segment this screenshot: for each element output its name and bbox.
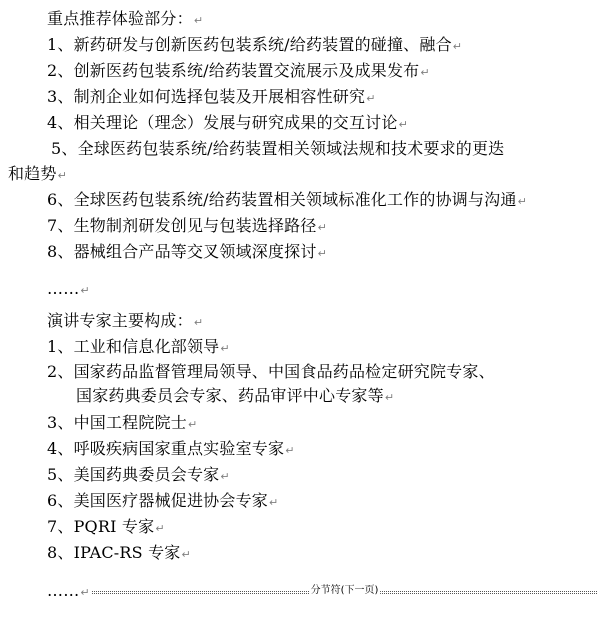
paragraph-mark-icon: ↵	[317, 247, 328, 260]
list-item-continuation: 和趋势↵	[8, 164, 68, 183]
paragraph-mark-icon: ↵	[193, 316, 204, 329]
section-break	[92, 587, 597, 597]
paragraph-mark-icon: ↵	[57, 169, 68, 182]
paragraph-mark-icon: ↵	[398, 118, 409, 131]
paragraph-mark-icon: ↵	[155, 522, 165, 535]
section1-heading: 重点推荐体验部分：↵	[47, 9, 204, 28]
list-item: 1、工业和信息化部领导↵	[47, 337, 230, 356]
list-item: 1、新药研发与创新医药包装系统/给药装置的碰撞、融合↵	[47, 35, 463, 54]
paragraph-mark-icon: ↵	[517, 195, 527, 208]
list-item: 3、制剂企业如何选择包装及开展相容性研究↵	[47, 87, 376, 106]
paragraph-mark-icon: ↵	[366, 92, 376, 105]
section2-heading: 演讲专家主要构成：↵	[47, 311, 204, 330]
list-item-continuation: 国家药典委员会专家、药品审评中心专家等↵	[76, 386, 395, 405]
paragraph-mark-icon: ↵	[317, 221, 328, 234]
paragraph-mark-icon: ↵	[80, 284, 90, 297]
list-item: 7、生物制剂研发创见与包装选择路径↵	[47, 216, 328, 235]
list-item: 5、美国药典委员会专家↵	[47, 465, 230, 484]
list-item: 8、IPAC-RS 专家↵	[47, 543, 191, 562]
paragraph-mark-icon: ↵	[268, 496, 279, 509]
section1-ellipsis: ……↵	[47, 279, 90, 298]
paragraph-mark-icon: ↵	[285, 444, 295, 457]
section2-ellipsis: ……↵	[47, 581, 90, 600]
paragraph-mark-icon: ↵	[220, 342, 230, 355]
list-item: 6、全球医药包装系统/给药装置相关领域标准化工作的协调与沟通↵	[47, 190, 527, 209]
list-item: 4、相关理论（理念）发展与研究成果的交互讨论↵	[47, 113, 409, 132]
list-item: 7、PQRI 专家↵	[47, 517, 165, 536]
list-item: 4、呼吸疾病国家重点实验室专家↵	[47, 439, 295, 458]
paragraph-mark-icon: ↵	[193, 14, 204, 27]
paragraph-mark-icon: ↵	[420, 66, 430, 79]
list-item: 6、美国医疗器械促进协会专家↵	[47, 491, 279, 510]
list-item: 2、创新医药包装系统/给药装置交流展示及成果发布↵	[47, 61, 430, 80]
paragraph-mark-icon: ↵	[384, 391, 395, 404]
list-item: 5、全球医药包装系统/给药装置相关领域法规和技术要求的更迭	[51, 139, 505, 158]
paragraph-mark-icon: ↵	[220, 470, 230, 483]
paragraph-mark-icon: ↵	[80, 586, 90, 599]
list-item: 2、国家药品监督管理局领导、中国食品药品检定研究院专家、	[47, 362, 495, 381]
paragraph-mark-icon: ↵	[187, 418, 198, 431]
paragraph-mark-icon: ↵	[452, 40, 463, 53]
list-item: 8、器械组合产品等交叉领域深度探讨↵	[47, 242, 328, 261]
section-break-label: 分节符(下一页)	[310, 585, 379, 596]
list-item: 3、中国工程院院士↵	[47, 413, 198, 432]
paragraph-mark-icon: ↵	[181, 548, 191, 561]
